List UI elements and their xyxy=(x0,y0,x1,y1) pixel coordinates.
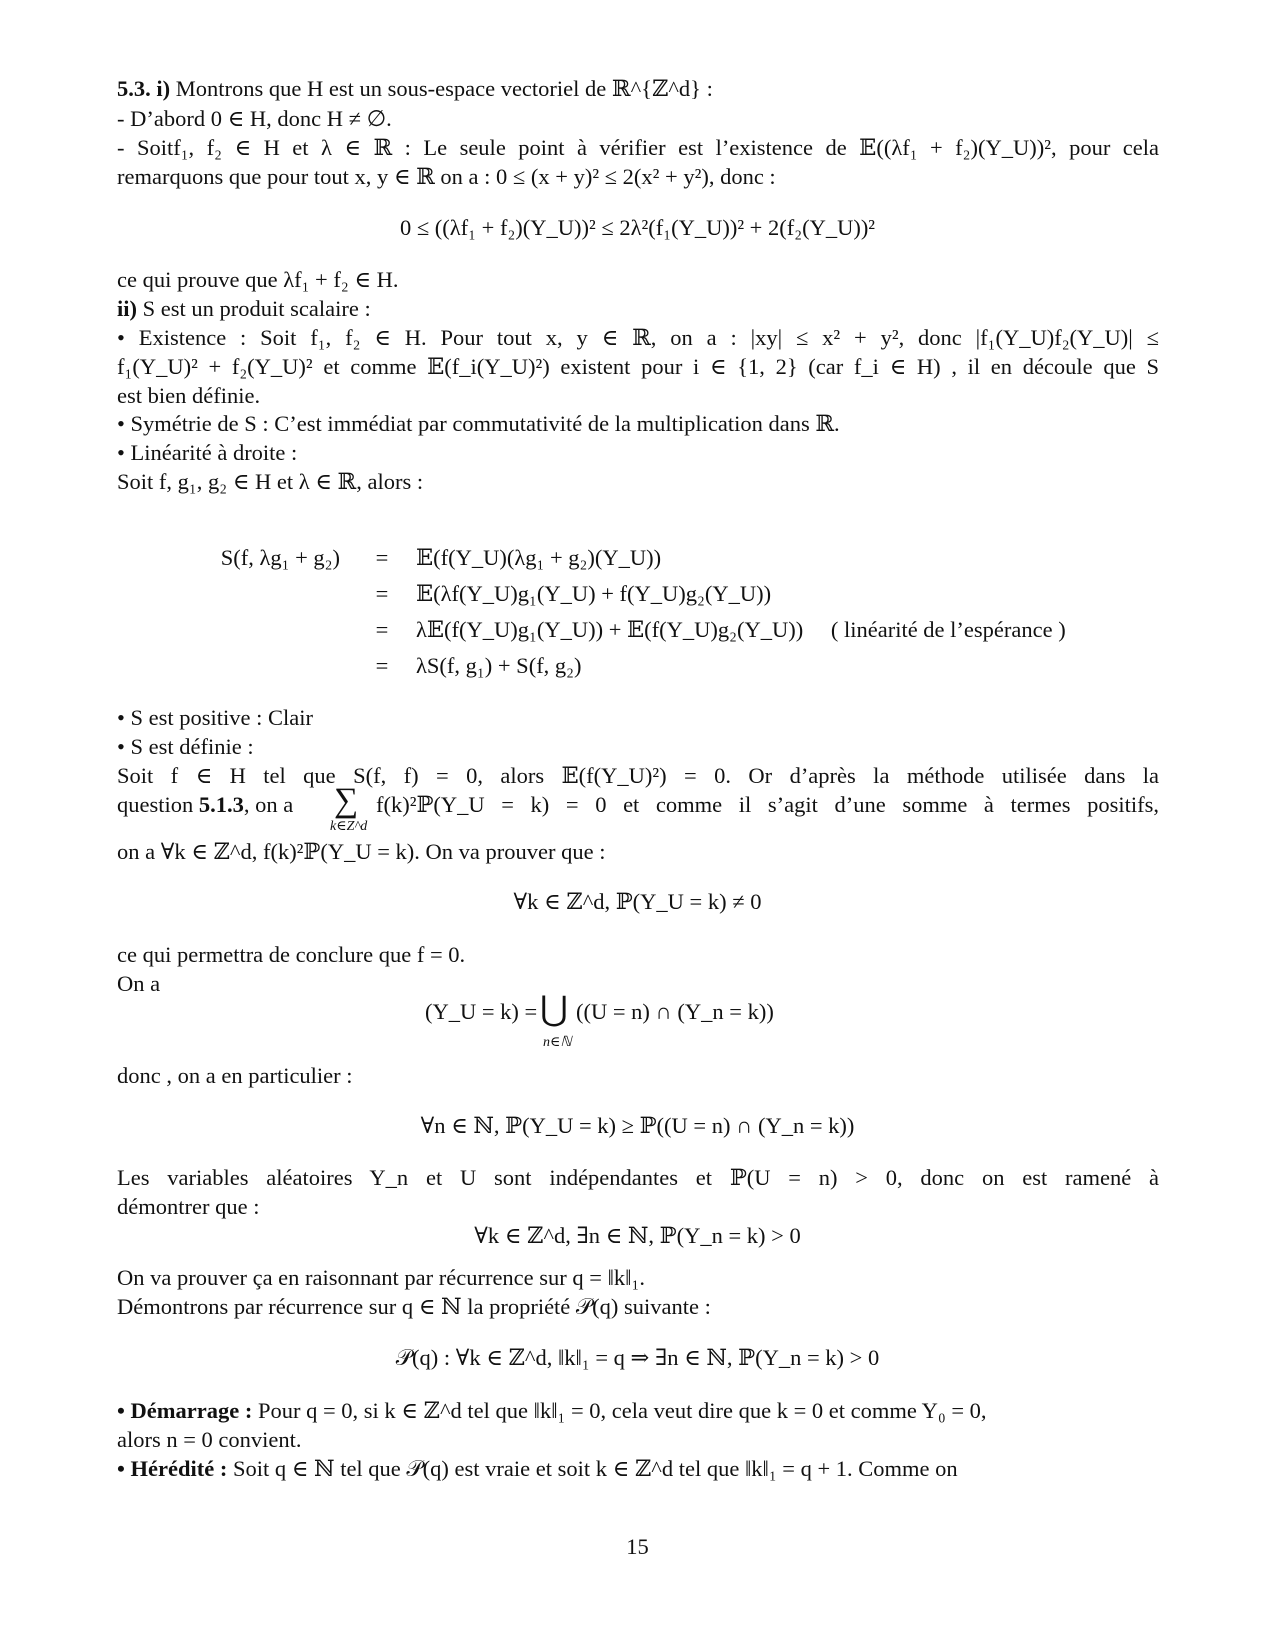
align-row xyxy=(190,576,1066,612)
align-row xyxy=(190,540,1066,576)
align-rhs: λS(f, g₁) + S(f, g₂) xyxy=(416,653,582,678)
question-number: 5.3. i) xyxy=(117,76,171,101)
display-equation: 0 ≤ ((λf₁ + f₂)(Y_U))² ≤ 2λ²(f₁(Y_U))² + 2(f₂(Y_U))² xyxy=(399,215,876,240)
display-equation: ∀n ∈ ℕ, ℙ(Y_U = k) ≥ ℙ((U = n) ∩ (Y_n = k)) xyxy=(420,1113,855,1138)
text-line: Les variables aléatoires Y_n et U sont indépendantes et ℙ(U = n) > 0, donc on est ramené à xyxy=(117,1165,1159,1190)
union-sign: ⋃ xyxy=(540,991,568,1028)
aligned-equations xyxy=(190,540,1066,684)
text-line: f₁(Y_U)² + f₂(Y_U)² et comme 𝔼(f_i(Y_U)²) existent pour i ∈ {1, 2} (car f_i ∈ H) , il en découle que S xyxy=(117,354,1159,379)
equation-fragment: ((U = n) ∩ (Y_n = k)) xyxy=(576,999,774,1024)
step-heading: • Démarrage : xyxy=(117,1398,253,1423)
text-line: On a xyxy=(117,971,161,996)
align-rhs-expr: λ𝔼(f(Y_U)g₁(Y_U)) + 𝔼(f(Y_U)g₂(Y_U)) xyxy=(416,617,804,642)
text-fragment: , on a xyxy=(243,792,294,817)
question-5-3-i xyxy=(117,74,1159,104)
text-line: remarquons que pour tout x, y ∈ ℝ on a : 0 ≤ (x + y)² ≤ 2(x² + y²), donc : xyxy=(117,164,776,189)
page-number: 15 xyxy=(626,1534,649,1559)
text-line: on a ∀k ∈ ℤ^d, f(k)²ℙ(Y_U = k). On va prouver que : xyxy=(117,839,606,864)
text-line: Démontrons par récurrence sur q ∈ ℕ la propriété 𝒫(q) suivante : xyxy=(117,1294,711,1319)
text-line: donc , on a en particulier : xyxy=(117,1063,353,1088)
display-equation: ∀k ∈ ℤ^d, ℙ(Y_U = k) ≠ 0 xyxy=(513,889,762,914)
text-line: est bien définie. xyxy=(117,383,261,408)
display-equation: 𝒫(q) : ∀k ∈ ℤ^d, ‖k‖₁ = q ⇒ ∃n ∈ ℕ, ℙ(Y_n = k) > 0 xyxy=(395,1345,880,1370)
text-line: Montrons que H est un sous-espace vectoriel de ℝ^{ℤ^d} : xyxy=(175,76,713,101)
text-fragment: Pour q = 0, si k ∈ ℤ^d tel que ‖k‖₁ = 0, cela veut dire que k = 0 et comme Y₀ = 0, xyxy=(257,1398,987,1423)
text-line: • Existence : Soit f₁, f₂ ∈ H. Pour tout x, y ∈ ℝ, on a : |xy| ≤ x² + y², donc |f₁(Y_U)f₂(Y_U)| ≤ xyxy=(117,325,1159,350)
text-line: On va prouver ça en raisonnant par récurrence sur q = ‖k‖₁. xyxy=(117,1265,645,1290)
question-reference: 5.1.3 xyxy=(198,792,244,817)
summation-index: k∈Z^d xyxy=(330,819,368,834)
align-rhs: 𝔼(f(Y_U)(λg₁ + g₂)(Y_U)) xyxy=(416,545,662,570)
text-line: ce qui prouve que λf₁ + f₂ ∈ H. xyxy=(117,267,399,292)
text-fragment: Soit q ∈ ℕ tel que 𝒫(q) est vraie et soit k ∈ ℤ^d tel que ‖k‖₁ = q + 1. Comme on xyxy=(232,1456,958,1481)
text-line xyxy=(117,1396,1159,1426)
text-line: • Linéarité à droite : xyxy=(117,440,298,465)
text-line: • S est définie : xyxy=(117,734,254,759)
text-fragment: f(k)²ℙ(Y_U = k) = 0 et comme il s’agit d’une somme à termes positifs, xyxy=(376,792,1159,817)
text-line: Soit f, g₁, g₂ ∈ H et λ ∈ ℝ, alors : xyxy=(117,469,424,494)
equals-sign: = xyxy=(375,545,389,570)
text-line xyxy=(117,1454,1159,1484)
text-line: ce qui permettra de conclure que f = 0. xyxy=(117,942,466,967)
summation-sign: ∑ xyxy=(334,782,359,819)
union-index: n∈ℕ xyxy=(543,1035,572,1050)
text-line: alors n = 0 convient. xyxy=(117,1427,302,1452)
align-note: ( linéarité de l’espérance ) xyxy=(830,617,1066,642)
equals-sign: = xyxy=(375,581,389,606)
text-line: • Symétrie de S : C’est immédiat par commutativité de la multiplication dans ℝ. xyxy=(117,411,840,436)
display-equation: ∀k ∈ ℤ^d, ∃n ∈ ℕ, ℙ(Y_n = k) > 0 xyxy=(474,1223,801,1248)
text-line: démontrer que : xyxy=(117,1194,260,1219)
align-row xyxy=(190,648,1066,684)
text-fragment: question xyxy=(117,792,194,817)
text-line: - Soitf₁, f₂ ∈ H et λ ∈ ℝ : Le seule point à vérifier est l’existence de 𝔼((λf₁ + f₂)(Y_U))², pour cela xyxy=(117,135,1159,160)
question-5-3-ii xyxy=(117,294,1159,324)
question-number: ii) xyxy=(117,296,137,321)
align-row xyxy=(190,612,1066,648)
text-line: • S est positive : Clair xyxy=(117,705,313,730)
text-line: - D’abord 0 ∈ H, donc H ≠ ∅. xyxy=(117,106,392,131)
align-rhs xyxy=(404,612,1066,648)
equals-sign: = xyxy=(375,653,389,678)
align-lhs: S(f, λg₁ + g₂) xyxy=(220,545,340,570)
step-heading: • Hérédité : xyxy=(117,1456,228,1481)
equation-fragment: (Y_U = k) = xyxy=(425,999,538,1024)
equals-sign: = xyxy=(375,617,389,642)
text-line: Soit f ∈ H tel que S(f, f) = 0, alors 𝔼(f(Y_U)²) = 0. Or d’après la méthode utilisée dans la xyxy=(117,763,1159,788)
text-line: S est un produit scalaire : xyxy=(142,296,371,321)
align-rhs: 𝔼(λf(Y_U)g₁(Y_U) + f(Y_U)g₂(Y_U)) xyxy=(416,581,772,606)
